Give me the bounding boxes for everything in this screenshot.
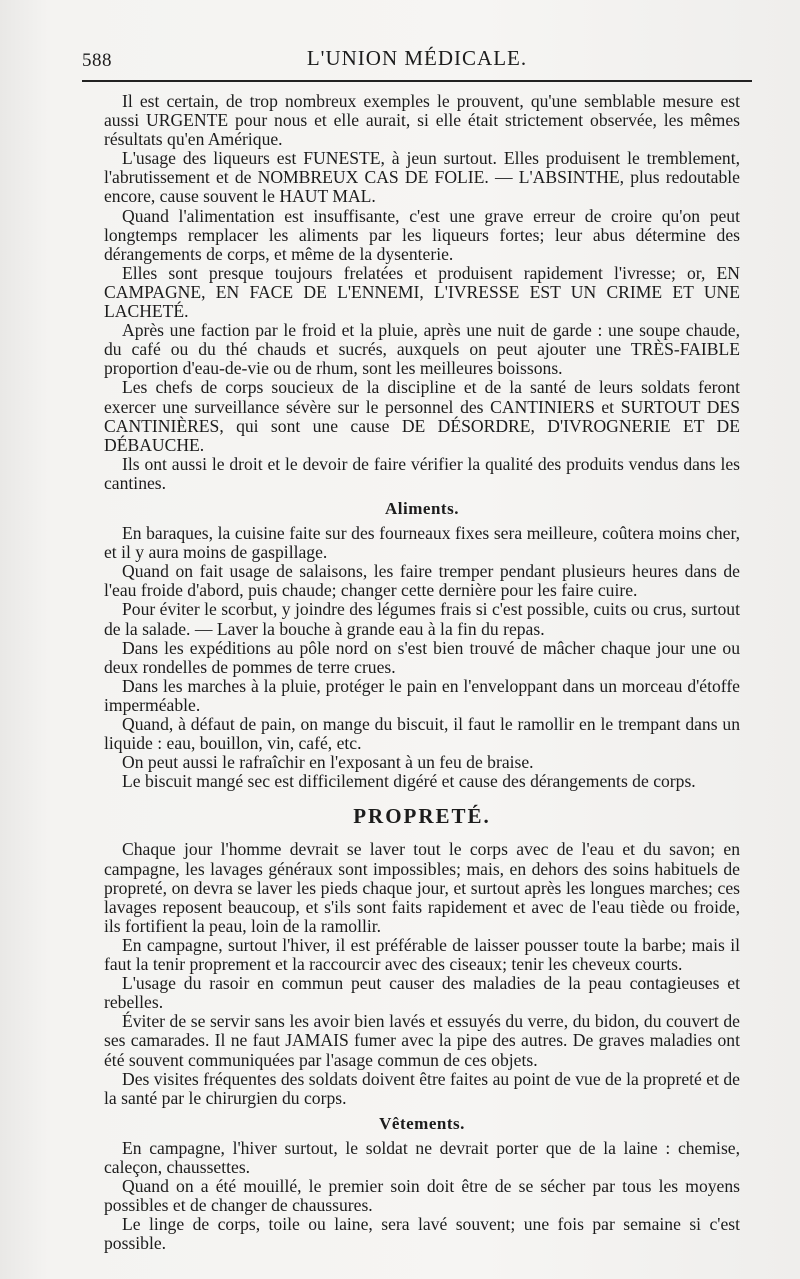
paragraph: Le biscuit mangé sec est difficilement digéré et cause des dérangements de corps.	[122, 771, 696, 792]
paragraph: En campagne, surtout l'hiver, il est préférable de laisser pousser toute la barbe; mais il faut la tenir proprement et la raccourcir avec des ciseaux; tenir les cheveux courts.	[104, 934, 740, 975]
section-title-aliments: Aliments.	[385, 498, 459, 518]
running-title: L'UNION MÉDICALE.	[306, 46, 528, 70]
page-number: 588	[82, 50, 112, 71]
paragraph: L'usage des liqueurs est FUNESTE, à jeun surtout. Elles produisent le tremblement, l'abrutissement et de NOMBREUX CAS DE FOLIE. — L'ABSINTHE, plus redoutable encore, cause souvent le HAUT MAL.	[104, 148, 740, 207]
paragraph: En baraques, la cuisine faite sur des fourneaux fixes sera meilleure, coûtera moins cher, et il y aura moins de gaspillage.	[104, 523, 740, 563]
paragraph: Chaque jour l'homme devrait se laver tout le corps avec de l'eau et du savon; en campagne, les lavages généraux sont impossibles; mais, en dehors des soins habituels de propreté, on devra se laver les pieds chaque jour, et surtout après les longues marches; ces lavages reposent beaucoup, et s'ils sont faits rapidement et avec de l'eau tiède ou froide, ils fortifient la peau, loin de la ramollir.	[104, 839, 740, 936]
section-title-proprete: PROPRETÉ.	[353, 804, 491, 829]
paragraph: Pour éviter le scorbut, y joindre des légumes frais si c'est possible, cuits ou crus, surtout de la salade. — Laver la bouche à grande eau à la fin du repas.	[104, 599, 740, 639]
paragraph: Il est certain, de trop nombreux exemples le prouvent, qu'une semblable mesure est aussi URGENTE pour nous et elle aurait, si elle était strictement observée, les mêmes résultats qu'en Amérique.	[104, 91, 740, 150]
paragraph: Ils ont aussi le droit et le devoir de faire vérifier la qualité des produits vendus dans les cantines.	[104, 453, 740, 493]
page-body	[104, 92, 740, 1253]
paragraph: Les chefs de corps soucieux de la discipline et de la santé de leurs soldats feront exercer une surveillance sévère sur le personnel des CANTINIERS et SURTOUT DES CANTINIÈRES, qui sont une cause DE DÉSORDRE, D'IVROGNERIE ET DE DÉBAUCHE.	[104, 377, 740, 455]
page-header	[82, 44, 752, 82]
paragraph: Quand l'alimentation est insuffisante, c'est une grave erreur de croire qu'on peut longtemps remplacer les aliments par les liqueurs fortes; leur abus détermine des dérangements de corps, et même de la dysenterie.	[104, 205, 740, 264]
paragraph: Quand on fait usage de salaisons, les faire tremper pendant plusieurs heures dans de l'eau froide d'abord, puis chaude; changer cette dernière pour les faire cuire.	[104, 561, 740, 601]
paragraph: Dans les expéditions au pôle nord on s'est bien trouvé de mâcher chaque jour une ou deux rondelles de pommes de terre crues.	[104, 637, 740, 677]
paragraph: L'usage du rasoir en commun peut causer des maladies de la peau contagieuses et rebelles.	[104, 973, 740, 1013]
paragraph: Le linge de corps, toile ou laine, sera lavé souvent; une fois par semaine si c'est possible.	[104, 1214, 740, 1254]
paragraph: Des visites fréquentes des soldats doivent être faites au point de vue de la propreté et de la santé par le chirurgien du corps.	[104, 1068, 740, 1108]
paragraph: Quand on a été mouillé, le premier soin doit être de se sécher par tous les moyens possibles et de changer de chaussures.	[104, 1176, 740, 1216]
paragraph: En campagne, l'hiver surtout, le soldat ne devrait porter que de la laine : chemise, caleçon, chaussettes.	[104, 1137, 740, 1177]
paragraph: Éviter de se servir sans les avoir bien lavés et essuyés du verre, du bidon, du couvert de ses camarades. Il ne faut JAMAIS fumer avec la pipe des autres. De graves maladies ont été souvent communiquées par l'asage commun de ces objets.	[104, 1011, 740, 1070]
section-title-vetements: Vêtements.	[379, 1113, 465, 1133]
paragraph: Quand, à défaut de pain, on mange du biscuit, il faut le ramollir en le trempant dans un liquide : eau, bouillon, vin, café, etc.	[104, 714, 740, 754]
paragraph: Après une faction par le froid et la pluie, après une nuit de garde : une soupe chaude, du café ou du thé chauds et sucrés, auxquels on peut ajouter une TRÈS-FAIBLE proportion d'eau-de-vie ou de rhum, sont les meilleures boissons.	[104, 320, 740, 379]
paragraph: Dans les marches à la pluie, protéger le pain en l'enveloppant dans un morceau d'étoffe imperméable.	[104, 675, 740, 715]
paragraph: On peut aussi le rafraîchir en l'exposant à un feu de braise.	[122, 752, 534, 773]
paragraph: Elles sont presque toujours frelatées et produisent rapidement l'ivresse; or, EN CAMPAGNE, EN FACE DE L'ENNEMI, L'IVRESSE EST UN CRIME ET UNE LACHETÉ.	[104, 262, 740, 322]
